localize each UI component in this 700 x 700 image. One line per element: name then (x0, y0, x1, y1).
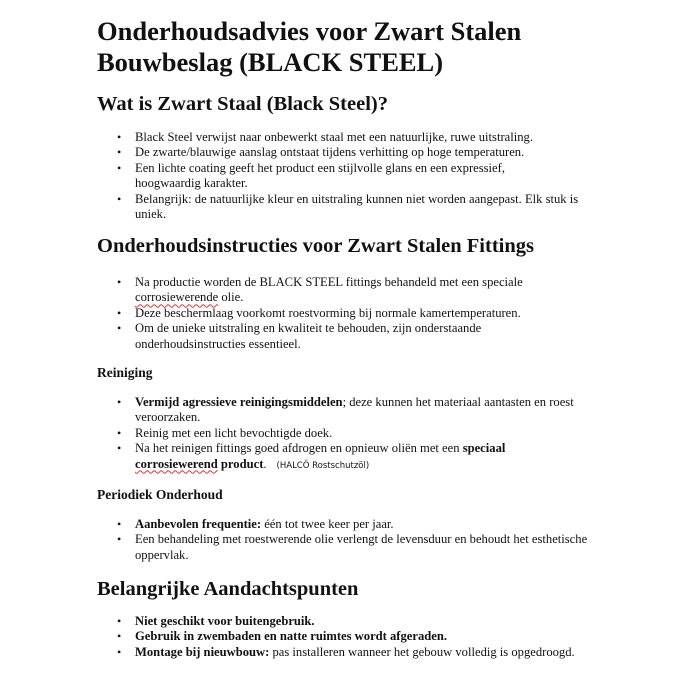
periodic-list (97, 517, 587, 563)
item-text: . (263, 456, 267, 471)
list-item (97, 441, 575, 474)
cleaning-list (97, 395, 587, 474)
section-heading-what-is: Wat is Zwart Staal (Black Steel)? (97, 93, 388, 115)
list-item (97, 629, 587, 644)
list-item (97, 614, 587, 629)
list-item (97, 517, 587, 532)
item-text: ; deze kunnen het materiaal aantasten en roest veroorzaken. (135, 395, 574, 425)
item-bold: Niet geschikt voor buitengebruik. (135, 614, 315, 628)
item-bold: Montage bij nieuwbouw: (135, 644, 270, 659)
document-title: Onderhoudsadvies voor Zwart Stalen Bouwbeslag (BLACK STEEL) (97, 16, 522, 77)
list-item: • Black Steel verwijst naar onbewerkt staal met een natuurlijke, ruwe uitstraling. (97, 130, 587, 145)
subheading-cleaning: Reiniging (97, 365, 153, 380)
section-heading-attention: Belangrijke Aandachtspunten (97, 578, 359, 600)
list-item: • Belangrijk: de natuurlijke kleur en uitstraling kunnen niet worden aangepast. Elk stuk is uniek. (97, 192, 587, 223)
list-item (97, 395, 605, 426)
list-item: • De zwarte/blauwige aanslag ontstaat tijdens verhitting op hoge temperaturen. (97, 145, 587, 160)
list-item: • Om de unieke uitstraling en kwaliteit te behouden, zijn onderstaande onderhoudsinstructies essentieel. (97, 321, 555, 352)
maintenance-list (97, 275, 587, 352)
item-text: olie. (218, 290, 244, 305)
item-text: Na het reinigen fittings goed afdrogen en opnieuw oliën met een (135, 441, 463, 456)
list-item: • Deze beschermlaag voorkomt roestvorming bij normale kamertemperaturen. (97, 306, 587, 321)
product-note: (HALCÖ Rostschutzöl) (276, 460, 370, 471)
item-bold: Vermijd agressieve reinigingsmiddelen (135, 395, 343, 409)
item-bold: Gebruik in zwembaden en natte ruimtes wordt afgeraden. (135, 629, 448, 644)
item-bold: product (217, 456, 264, 471)
item-bold: speciaal (462, 441, 506, 456)
list-item: • Een lichte coating geeft het product een stijlvolle glans en een expressief, hoogwaardig karakter. (97, 161, 555, 192)
list-item (97, 275, 555, 306)
attention-list (97, 614, 587, 660)
item-bold-misspelled: corrosiewerend (135, 456, 218, 471)
item-text: één tot twee keer per jaar. (261, 517, 394, 531)
section-heading-maintenance: Onderhoudsinstructies voor Zwart Stalen Fittings (97, 235, 534, 257)
item-text-misspelled: corrosiewerende (135, 290, 219, 305)
item-text: Na productie worden de BLACK STEEL fittings behandeld met een speciale (135, 275, 523, 289)
what-is-list (97, 130, 587, 222)
list-item (97, 645, 575, 660)
item-text: pas installeren wanneer het gebouw volledig is opgedroogd. (269, 644, 575, 659)
subheading-periodic: Periodiek Onderhoud (97, 487, 223, 502)
list-item: • Reinig met een licht bevochtigde doek. (97, 426, 587, 441)
item-bold: Aanbevolen frequentie: (135, 517, 262, 531)
list-item: • Een behandeling met roestwerende olie verlengt de levensduur en behoudt het esthetische oppervlak. (97, 532, 595, 563)
